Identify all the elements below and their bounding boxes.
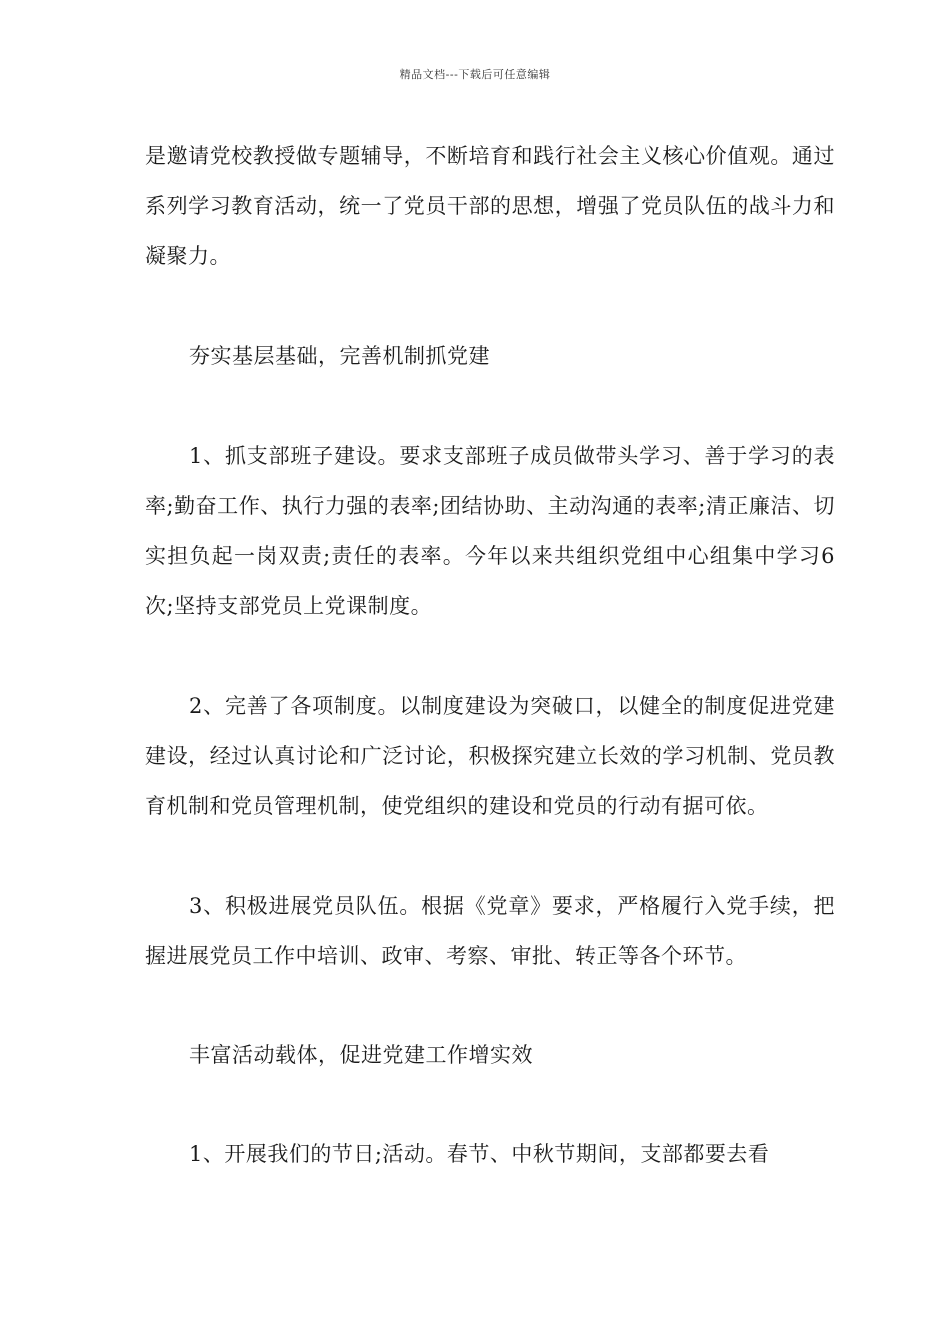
page-header: 精品文档---下载后可任意编辑 — [399, 68, 551, 81]
paragraph-item: 2、完善了各项制度。以制度建设为突破口，以健全的制度促进党建建设，经过认真讨论和广泛讨论，积极探究建立长效的学习机制、党员教育机制和党员管理机制，使党组织的建设和党员的行动有据可依。 — [145, 694, 835, 818]
paragraph-item: 1、抓支部班子建设。要求支部班子成员做带头学习、善于学习的表率;勤奋工作、执行力强的表率;团结协助、主动沟通的表率;清正廉洁、切实担负起一岗双责;责任的表率。今年以来共组织党组中心组集中学习6次;坚持支部党员上党课制度。 — [145, 444, 835, 618]
paragraph-item: 3、积极进展党员队伍。根据《党章》要求，严格履行入党手续，把握进展党员工作中培训、政审、考察、审批、转正等各个环节。 — [145, 894, 835, 968]
paragraph-item: 1、开展我们的节日;活动。春节、中秋节期间，支部都要去看 — [189, 1142, 770, 1166]
paragraph-continuation: 是邀请党校教授做专题辅导，不断培育和践行社会主义核心价值观。通过系列学习教育活动，统一了党员干部的思想，增强了党员队伍的战斗力和凝聚力。 — [145, 144, 835, 268]
section-heading: 夯实基层基础，完善机制抓党建 — [189, 344, 490, 368]
document-body — [145, 131, 835, 1179]
section-heading: 丰富活动载体，促进党建工作增实效 — [189, 1043, 533, 1067]
